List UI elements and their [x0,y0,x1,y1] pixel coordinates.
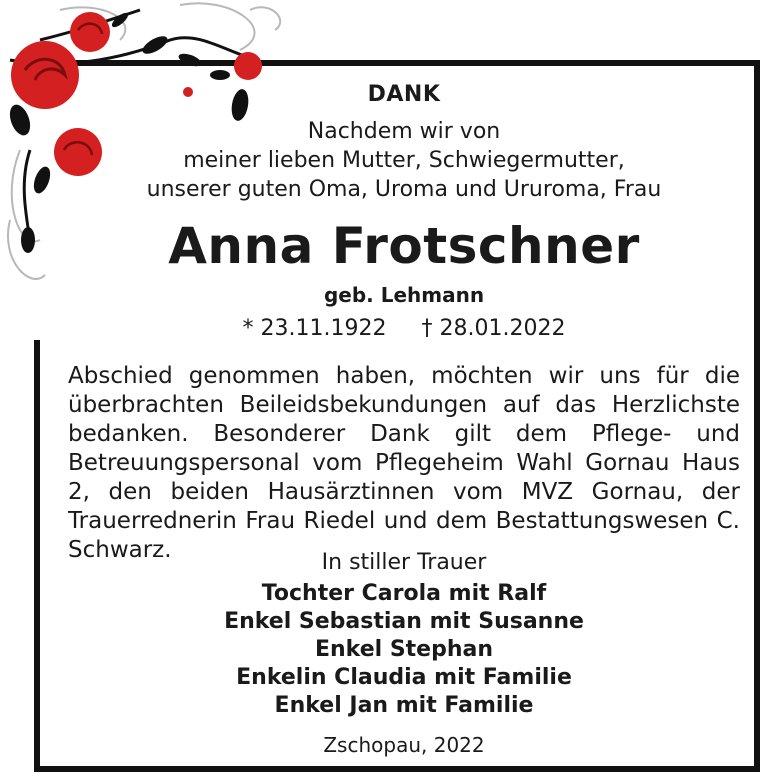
death-date: † 28.01.2022 [421,316,566,341]
family-member: Enkel Stephan [314,637,494,662]
thanks-body: Abschied genommen haben, möchten wir uns für die überbrachten Beileidsbekundungen auf das Herzlichste bedanken. Besonderer Dank gilt dem Pflege- und Betreuungspersonal vom Pflegeheim Wahl Gornau Haus 2, den beiden Hausärztinnen vom MVZ Gornau, der Trauerrednerin Frau Riedel und dem Bestattungswesen C. Schwarz. [68,363,740,563]
life-dates [40,316,768,341]
family-list [40,580,768,720]
mourning-line: In stiller Trauer [321,550,487,575]
place-year: Zschopau, 2022 [323,733,485,757]
family-member: Enkel Sebastian mit Susanne [224,609,584,634]
intro-text [40,117,768,204]
notice-heading: DANK [367,82,441,107]
birth-date: * 23.11.1922 [242,316,387,341]
intro-line: unserer guten Oma, Uroma und Ururoma, Frau [146,177,662,202]
deceased-name: Anna Frotschner [168,217,640,275]
maiden-name: geb. Lehmann [323,283,485,307]
intro-line: meiner lieben Mutter, Schwiegermutter, [183,148,625,173]
family-member: Enkelin Claudia mit Familie [236,665,572,690]
family-member: Enkel Jan mit Familie [274,693,534,718]
intro-line: Nachdem wir von [307,119,501,144]
family-member: Tochter Carola mit Ralf [261,581,547,606]
